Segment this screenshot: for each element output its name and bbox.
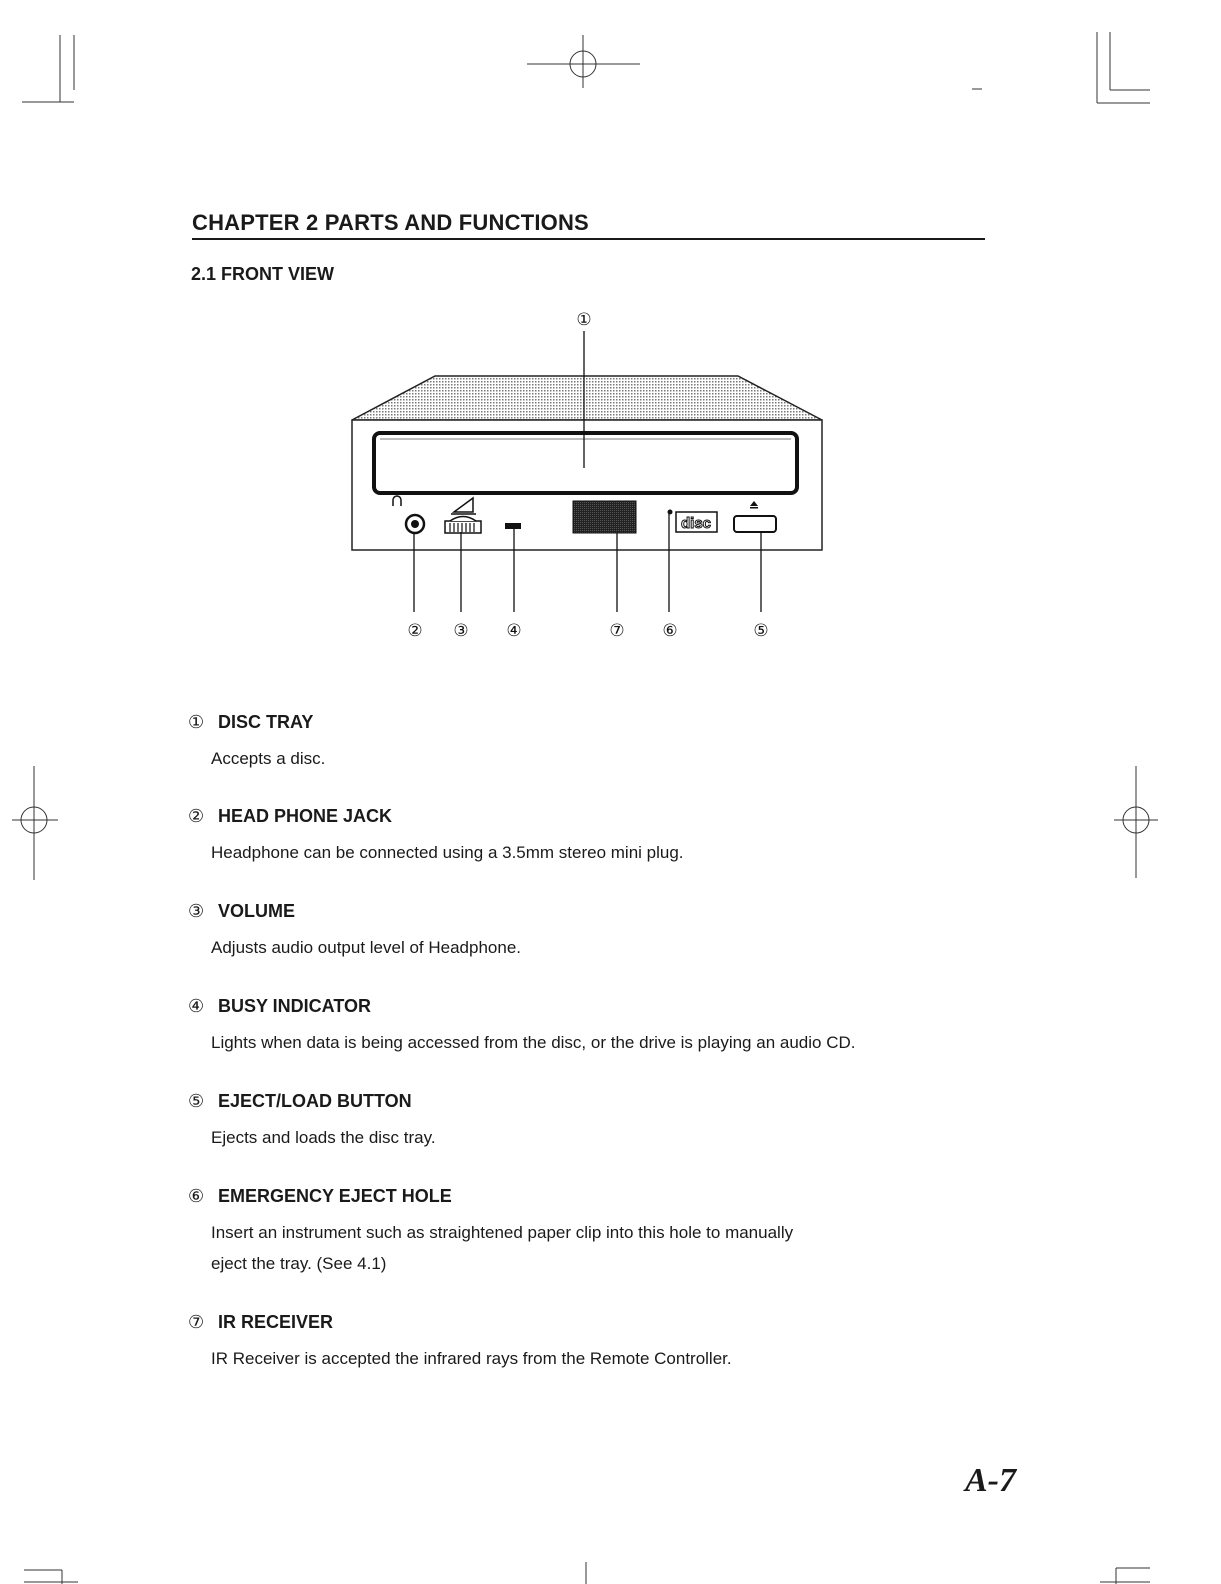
part-description: Accepts a disc. [211, 749, 326, 768]
part-description: IR Receiver is accepted the infrared rays from the Remote Controller. [211, 1349, 732, 1368]
callout-2: ② [407, 621, 423, 641]
callout-5: ⑤ [753, 621, 769, 641]
callout-7: ⑦ [609, 621, 625, 641]
callout-6: ⑥ [662, 621, 678, 641]
page-number: A-7 [965, 1462, 1016, 1499]
drive-top-surface [352, 376, 822, 420]
part-item-disc-tray [188, 712, 1008, 774]
emergency-eject-hole [668, 510, 673, 515]
part-number: ④ [188, 996, 205, 1016]
part-title: EMERGENCY EJECT HOLE [218, 1186, 452, 1206]
part-number: ③ [188, 901, 205, 921]
part-item-headphone-jack [188, 806, 1008, 868]
part-title: BUSY INDICATOR [218, 996, 372, 1016]
part-description: Ejects and loads the disc tray. [211, 1128, 436, 1147]
part-description: Insert an instrument such as straightened paper clip into this hole to manually eject the tray. (See 4.1) [211, 1223, 794, 1273]
part-number: ⑤ [188, 1091, 205, 1111]
eject-button [734, 516, 776, 532]
part-number: ⑥ [188, 1186, 205, 1206]
front-view-diagram [340, 300, 840, 650]
section-title: 2.1 FRONT VIEW [191, 264, 335, 284]
part-item-busy-indicator [188, 996, 1008, 1058]
chapter-title: CHAPTER 2 PARTS AND FUNCTIONS [192, 210, 985, 240]
part-title: EJECT/LOAD BUTTON [218, 1091, 412, 1111]
part-item-ir-receiver [188, 1312, 1008, 1374]
disc-logo-text: disc [680, 515, 712, 532]
part-item-emergency-eject-hole [188, 1186, 1008, 1279]
part-description: Headphone can be connected using a 3.5mm stereo mini plug. [211, 843, 684, 862]
part-number: ① [188, 712, 205, 732]
part-title: DISC TRAY [218, 712, 314, 732]
part-title: IR RECEIVER [218, 1312, 334, 1332]
part-description: Lights when data is being accessed from the disc, or the drive is playing an audio CD. [211, 1033, 856, 1052]
part-number: ② [188, 806, 205, 826]
ir-receiver [573, 501, 636, 533]
disc-tray [374, 433, 797, 493]
disc-logo [676, 512, 717, 532]
callout-3: ③ [453, 621, 469, 641]
part-item-volume [188, 901, 1008, 963]
part-number: ⑦ [188, 1312, 205, 1332]
part-item-eject-load-button [188, 1091, 1008, 1153]
part-title: VOLUME [218, 901, 296, 921]
busy-indicator [505, 523, 521, 529]
callout-1: ① [576, 310, 592, 330]
callout-4: ④ [506, 621, 522, 641]
part-description: Adjusts audio output level of Headphone. [211, 938, 522, 957]
part-title: HEAD PHONE JACK [218, 806, 393, 826]
